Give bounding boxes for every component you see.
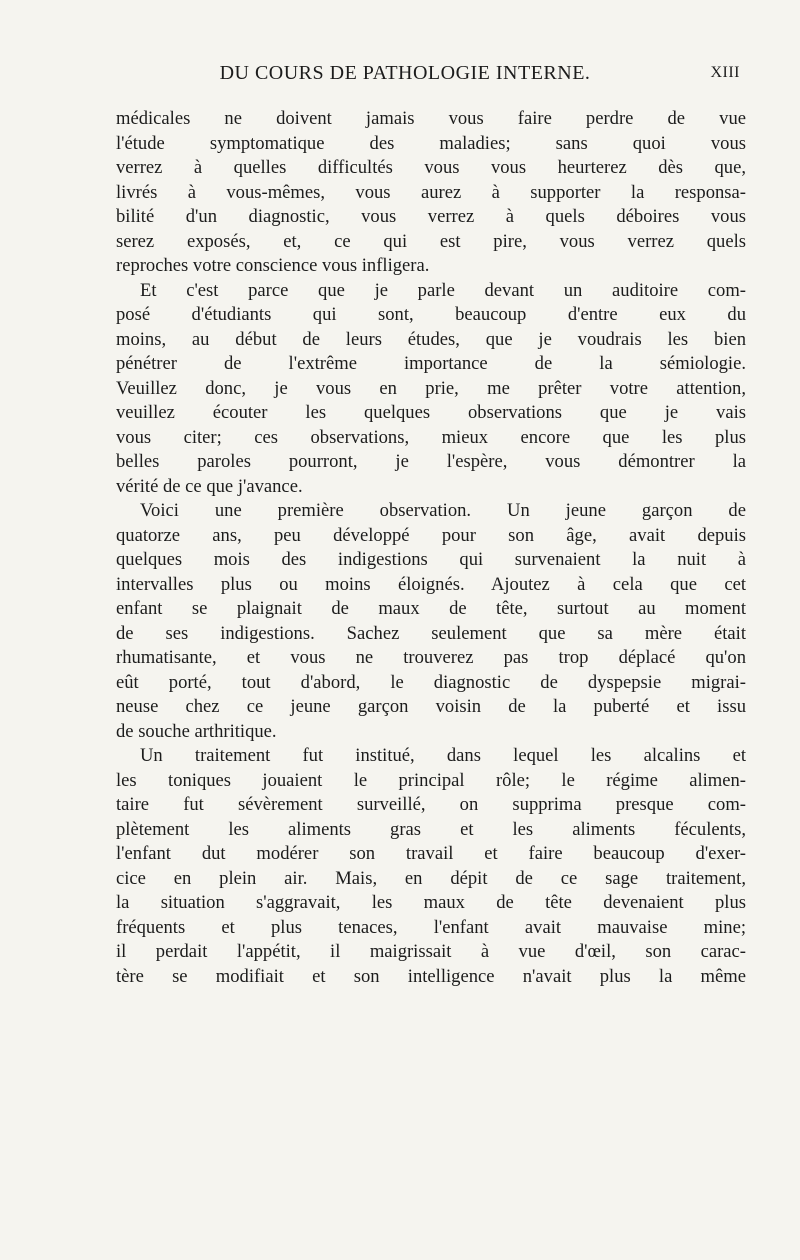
- text-line: Veuillez donc, je vous en prie, me prêter votre attention,: [116, 377, 746, 399]
- text-line: reproches votre conscience vous infligera.: [116, 255, 430, 276]
- text-line: belles paroles pourront, je l'espère, vous démontrer la: [116, 451, 746, 472]
- text-line: il perdait l'appétit, il maigrissait à vue d'œil, son carac-: [116, 941, 746, 962]
- text-line: veuillez écouter les quelques observations que je vais: [116, 402, 746, 423]
- text-line: de souche arthritique.: [116, 720, 277, 742]
- body-text: [116, 107, 746, 989]
- text-line: les toniques jouaient le principal rôle; le régime alimen-: [116, 769, 746, 791]
- text-line: tère se modifiait et son intelligence n'avait plus la même: [116, 965, 746, 987]
- text-line: taire fut sévèrement surveillé, on supprima presque com-: [116, 794, 746, 815]
- text-line: serez exposés, et, ce qui est pire, vous verrez quels: [116, 230, 746, 252]
- text-line: l'enfant dut modérer son travail et faire beaucoup d'exer-: [116, 843, 746, 864]
- text-line: plètement les aliments gras et les aliments féculents,: [116, 818, 746, 840]
- text-line: bilité d'un diagnostic, vous verrez à quels déboires vous: [116, 206, 746, 227]
- text-line: posé d'étudiants qui sont, beaucoup d'entre eux du: [116, 304, 746, 325]
- text-line: fréquents et plus tenaces, l'enfant avait mauvaise mine;: [116, 916, 746, 938]
- text-line: neuse chez ce jeune garçon voisin de la puberté et issu: [116, 696, 746, 717]
- text-line: Et c'est parce que je parle devant un auditoire com-: [140, 279, 746, 301]
- text-line: Un traitement fut institué, dans lequel les alcalins et: [140, 745, 746, 766]
- text-line: verrez à quelles difficultés vous vous heurterez dès que,: [116, 157, 746, 178]
- text-line: moins, au début de leurs études, que je voudrais les bien: [116, 328, 746, 350]
- text-line: rhumatisante, et vous ne trouverez pas trop déplacé qu'on: [116, 647, 746, 668]
- text-line: quelques mois des indigestions qui survenaient la nuit à: [116, 549, 746, 570]
- text-line: vous citer; ces observations, mieux encore que les plus: [116, 426, 746, 448]
- page-number: XIII: [710, 64, 740, 81]
- running-head: [100, 62, 740, 86]
- text-line: intervalles plus ou moins éloignés. Ajoutez à cela que cet: [116, 573, 746, 595]
- text-line: Voici une première observation. Un jeune garçon de: [140, 500, 746, 521]
- text-line: livrés à vous-mêmes, vous aurez à supporter la responsa-: [116, 181, 746, 203]
- text-line: cice en plein air. Mais, en dépit de ce sage traitement,: [116, 867, 746, 889]
- text-line: la situation s'aggravait, les maux de tête devenaient plus: [116, 892, 746, 913]
- text-line: médicales ne doivent jamais vous faire perdre de vue: [116, 108, 746, 129]
- text-line: enfant se plaignait de maux de tête, surtout au moment: [116, 598, 746, 619]
- text-line: vérité de ce que j'avance.: [116, 475, 303, 497]
- running-title: DU COURS DE PATHOLOGIE INTERNE.: [219, 62, 591, 84]
- text-line: eût porté, tout d'abord, le diagnostic de dyspepsie migrai-: [116, 671, 746, 693]
- text-line: quatorze ans, peu développé pour son âge, avait depuis: [116, 524, 746, 546]
- text-line: pénétrer de l'extrême importance de la sémiologie.: [116, 353, 746, 374]
- text-line: l'étude symptomatique des maladies; sans quoi vous: [116, 132, 746, 154]
- text-line: de ses indigestions. Sachez seulement que sa mère était: [116, 622, 746, 644]
